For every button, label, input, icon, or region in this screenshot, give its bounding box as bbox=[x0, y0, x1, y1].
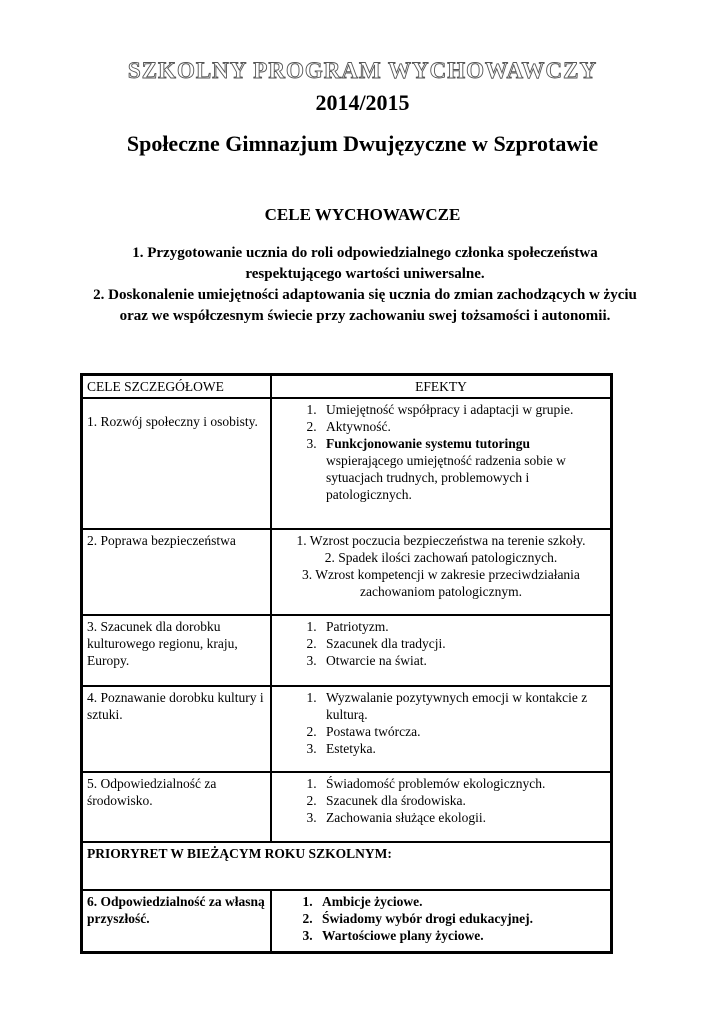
priority-label: PRIORYRET W BIEŻĄCYM ROKU SZKOLNYM: bbox=[82, 842, 612, 890]
educational-goals bbox=[90, 243, 640, 327]
table-header-row bbox=[82, 375, 612, 399]
effects-cell bbox=[271, 890, 612, 953]
effects-list bbox=[276, 689, 606, 757]
goal-cell: 5. Odpowiedzialność za środowisko. bbox=[82, 772, 272, 842]
school-year: 2014/2015 bbox=[315, 90, 410, 115]
section-title: CELE WYCHOWAWCZE bbox=[264, 205, 461, 224]
school-name: Społeczne Gimnazjum Dwujęzyczne w Szprotawie bbox=[126, 131, 599, 156]
table-row bbox=[82, 529, 612, 615]
list-item: 3. Zachowania służące ekologii. bbox=[320, 809, 606, 826]
list-item: 1. Wzrost poczucia bezpieczeństwa na terenie szkoły. bbox=[296, 533, 586, 548]
goal-1: 1. Przygotowanie ucznia do roli odpowiedzialnego członka społeczeństwa respektującego wartości uniwersalne. bbox=[132, 245, 598, 282]
list-item: 2. Spadek ilości zachowań patologicznych. bbox=[324, 550, 558, 565]
list-item: 3. Estetyka. bbox=[320, 740, 606, 757]
list-item: 1. Wyzwalanie pozytywnych emocji w kontakcie z kulturą. bbox=[320, 689, 606, 723]
tutoring-text: wspierającego umiejętność radzenia sobie w sytuacjach trudnych, problemowych i patologicznych. bbox=[326, 453, 566, 502]
list-item bbox=[320, 435, 606, 503]
list-item: 2. Szacunek dla tradycji. bbox=[320, 635, 606, 652]
program-title: SZKOLNY PROGRAM WYCHOWAWCZY bbox=[127, 58, 598, 83]
goal-cell: 1. Rozwój społeczny i osobisty. bbox=[82, 398, 272, 529]
goal-cell: 3. Szacunek dla dorobku kulturowego regionu, kraju, Europy. bbox=[82, 615, 272, 686]
list-item: 1. Umiejętność współpracy i adaptacji w grupie. bbox=[320, 401, 606, 418]
list-item: 2. Świadomy wybór drogi edukacyjnej. bbox=[316, 910, 606, 927]
list-item: 3. Wartościowe plany życiowe. bbox=[316, 927, 606, 944]
goals-effects-table bbox=[80, 373, 613, 954]
effects-list bbox=[276, 401, 606, 503]
header-goals: CELE SZCZEGÓŁOWE bbox=[82, 375, 272, 399]
effects-cell bbox=[271, 615, 612, 686]
table-row bbox=[82, 772, 612, 842]
list-item: 1. Ambicje życiowe. bbox=[316, 893, 606, 910]
table-row bbox=[82, 398, 612, 529]
effects-cell bbox=[271, 686, 612, 772]
list-item: 2. Aktywność. bbox=[320, 418, 606, 435]
header-effects: EFEKTY bbox=[271, 375, 612, 399]
goal-cell: 6. Odpowiedzialność za własną przyszłość. bbox=[82, 890, 272, 953]
list-item: 3. Otwarcie na świat. bbox=[320, 652, 606, 669]
goal-cell: 4. Poznawanie dorobku kultury i sztuki. bbox=[82, 686, 272, 772]
effects-cell bbox=[271, 529, 612, 615]
list-item: 2. Szacunek dla środowiska. bbox=[320, 792, 606, 809]
goal-cell: 2. Poprawa bezpieczeństwa bbox=[82, 529, 272, 615]
table-row bbox=[82, 890, 612, 953]
effects-cell bbox=[271, 398, 612, 529]
effects-cell bbox=[271, 772, 612, 842]
list-item: 2. Postawa twórcza. bbox=[320, 723, 606, 740]
list-item: 1. Świadomość problemów ekologicznych. bbox=[320, 775, 606, 792]
goal-2: 2. Doskonalenie umiejętności adaptowania się ucznia do zmian zachodzących w życiu oraz we współczesnym świecie przy zachowaniu swej tożsamości i autonomii. bbox=[93, 287, 637, 324]
effects-list bbox=[276, 893, 606, 944]
table-row bbox=[82, 615, 612, 686]
effects-list bbox=[276, 775, 606, 826]
tutoring-label: Funkcjonowanie systemu tutoringu bbox=[326, 436, 531, 451]
priority-row bbox=[82, 842, 612, 890]
effects-list bbox=[276, 618, 606, 669]
list-item: 3. Wzrost kompetencji w zakresie przeciwdziałania zachowaniom patologicznym. bbox=[302, 567, 580, 599]
table-row bbox=[82, 686, 612, 772]
list-item: 1. Patriotyzm. bbox=[320, 618, 606, 635]
